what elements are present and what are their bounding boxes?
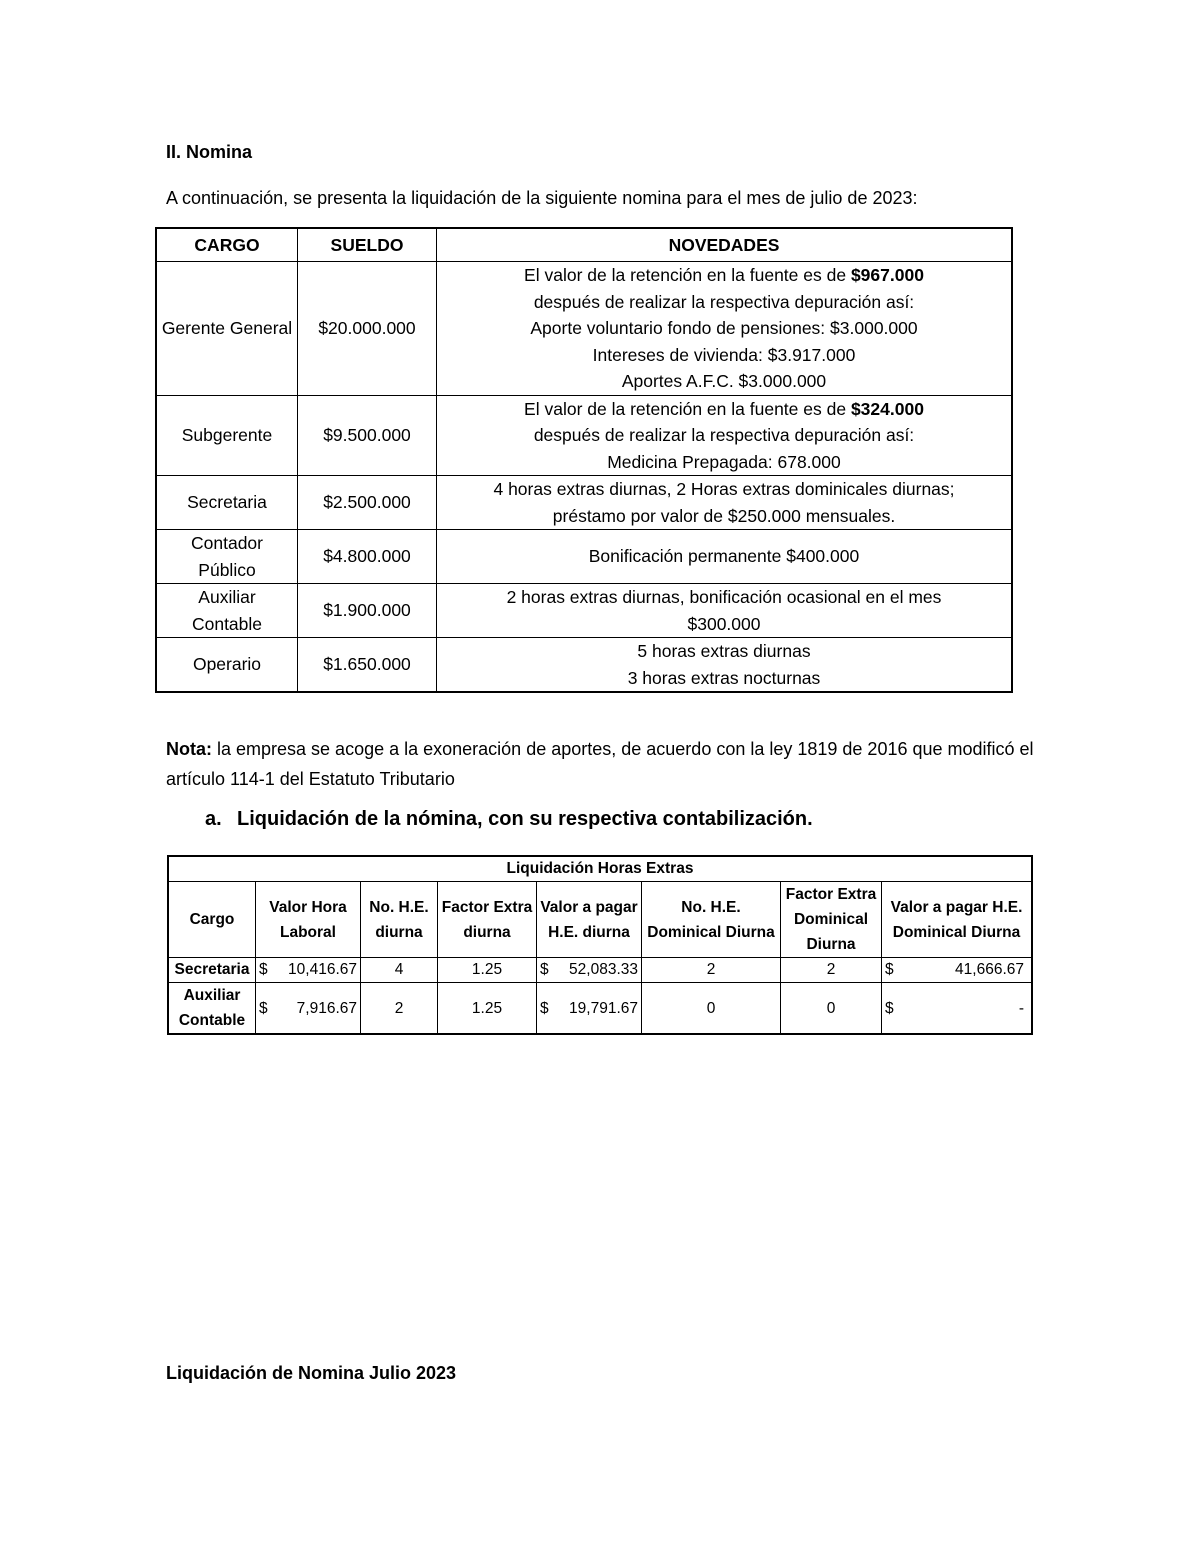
sueldo-cell: $1.650.000	[298, 638, 437, 693]
valor-dominical-cell	[882, 958, 1033, 983]
horas-row	[168, 983, 1032, 1035]
currency-symbol: $	[259, 961, 268, 978]
novedades-cell	[437, 584, 1013, 638]
novedad-line	[441, 368, 1007, 395]
footer-title: Liquidación de Nomina Julio 2023	[166, 1363, 457, 1383]
header-valor-diurna: Valor a pagar H.E. diurna	[537, 882, 642, 958]
nomina-header-row	[156, 228, 1012, 262]
nomina-row	[156, 530, 1012, 584]
factor-diurna-cell: 1.25	[438, 983, 537, 1035]
valor-hora-cell	[256, 958, 361, 983]
novedad-text: 4 horas extras diurnas, 2 Horas extras dominicales diurnas;	[493, 479, 955, 499]
amount-value: 52,083.33	[569, 961, 638, 978]
horas-row	[168, 958, 1032, 983]
nomina-row	[156, 262, 1012, 396]
valor-dominical-cell	[882, 983, 1033, 1035]
cargo-cell: Gerente General	[156, 262, 298, 396]
novedad-text: 3 horas extras nocturnas	[627, 667, 821, 688]
cargo-cell: Auxiliar Contable	[156, 584, 298, 638]
horas-title-row	[168, 856, 1032, 882]
section-title: II. Nomina	[166, 142, 253, 162]
cargo-cell: Secretaria	[156, 476, 298, 530]
novedad-text: 2 horas extras diurnas, bonificación ocasional en el mes	[506, 587, 942, 607]
currency-symbol: $	[885, 999, 894, 1017]
factor-diurna-cell: 1.25	[438, 958, 537, 983]
currency-symbol: $	[885, 961, 894, 978]
nota-text: la empresa se acoge a la exoneración de aportes, de acuerdo con la ley 1819 de 2016 que modificó el artículo 114-1 del Estatuto Tributario	[166, 739, 1034, 789]
novedades-cell	[437, 530, 1013, 584]
novedad-line	[441, 665, 1007, 692]
novedad-text: después de realizar la respectiva depuración así:	[533, 425, 915, 445]
novedad-line	[441, 396, 1007, 423]
sueldo-cell: $20.000.000	[298, 262, 437, 396]
factor-dominical-cell: 0	[781, 983, 882, 1035]
valor-hora-cell	[256, 983, 361, 1035]
novedad-line	[441, 503, 1007, 530]
no-he-dominical-cell: 2	[642, 958, 781, 983]
cargo-cell: Secretaria	[168, 958, 256, 983]
header-cargo: CARGO	[156, 228, 298, 262]
currency-symbol: $	[540, 999, 549, 1017]
novedad-text: 5 horas extras diurnas	[637, 641, 811, 661]
sueldo-cell: $1.900.000	[298, 584, 437, 638]
header-novedades: NOVEDADES	[437, 228, 1013, 262]
novedad-line	[441, 262, 1007, 289]
nomina-row	[156, 638, 1012, 693]
novedad-text: después de realizar la respectiva depuración así:	[533, 291, 915, 312]
novedad-line	[441, 543, 1007, 570]
header-factor-dominical: Factor Extra Dominical Diurna	[781, 882, 882, 958]
cargo-cell: Contador Público	[156, 530, 298, 584]
novedad-text: Medicina Prepagada: 678.000	[607, 451, 841, 472]
no-he-dominical-cell: 0	[642, 983, 781, 1035]
novedad-line	[441, 638, 1007, 665]
novedad-line	[441, 289, 1007, 316]
horas-extras-table	[167, 855, 1033, 1035]
subheading-letter: a.	[205, 808, 222, 830]
subheading	[205, 808, 813, 831]
nota-paragraph	[166, 734, 1046, 794]
horas-table-title: Liquidación Horas Extras	[168, 856, 1032, 882]
novedad-text: El valor de la retención en la fuente es de	[524, 398, 851, 419]
header-cargo: Cargo	[168, 882, 256, 958]
factor-dominical-cell: 2	[781, 958, 882, 983]
novedad-text: Aportes A.F.C. $3.000.000	[621, 371, 827, 391]
no-he-diurna-cell: 2	[361, 983, 438, 1035]
nota-label: Nota:	[166, 739, 212, 759]
novedades-cell	[437, 395, 1013, 476]
sueldo-cell: $4.800.000	[298, 530, 437, 584]
nomina-table	[155, 227, 1013, 693]
novedad-text: El valor de la retención en la fuente es de	[524, 265, 851, 285]
sueldo-cell: $2.500.000	[298, 476, 437, 530]
cargo-cell: Auxiliar Contable	[168, 983, 256, 1035]
cargo-cell: Operario	[156, 638, 298, 693]
novedad-amount: $324.000	[850, 398, 924, 419]
novedad-text: préstamo por valor de $250.000 mensuales.	[552, 505, 896, 526]
novedad-amount: $967.000	[850, 265, 924, 285]
nomina-row	[156, 476, 1012, 530]
header-no-he-dominical: No. H.E. Dominical Diurna	[642, 882, 781, 958]
header-sueldo: SUELDO	[298, 228, 437, 262]
novedad-line	[441, 476, 1007, 503]
subheading-text: Liquidación de la nómina, con su respectiva contabilización.	[237, 808, 813, 830]
header-valor-hora: Valor Hora Laboral	[256, 882, 361, 958]
nomina-row	[156, 395, 1012, 476]
currency-symbol: $	[259, 999, 268, 1017]
intro-text: A continuación, se presenta la liquidación de la siguiente nomina para el mes de julio de 2023:	[166, 188, 918, 208]
currency-symbol: $	[540, 961, 549, 978]
sueldo-cell: $9.500.000	[298, 395, 437, 476]
novedad-line	[441, 611, 1007, 638]
amount-value: 7,916.67	[296, 999, 357, 1017]
header-valor-dominical: Valor a pagar H.E. Dominical Diurna	[882, 882, 1033, 958]
amount-value: -	[1018, 999, 1024, 1017]
horas-header-row	[168, 882, 1032, 958]
no-he-diurna-cell: 4	[361, 958, 438, 983]
novedades-cell	[437, 638, 1013, 693]
novedad-text: Aporte voluntario fondo de pensiones: $3.000.000	[530, 318, 918, 338]
amount-value: 10,416.67	[288, 961, 357, 978]
novedad-text: $300.000	[687, 613, 761, 634]
amount-value: 41,666.67	[955, 961, 1024, 978]
novedad-line	[441, 342, 1007, 369]
amount-value: 19,791.67	[569, 999, 638, 1017]
header-no-he-diurna: No. H.E. diurna	[361, 882, 438, 958]
header-factor-diurna: Factor Extra diurna	[438, 882, 537, 958]
novedad-line	[441, 449, 1007, 476]
valor-diurna-cell	[537, 983, 642, 1035]
novedad-text: Intereses de vivienda: $3.917.000	[592, 344, 856, 365]
novedad-line	[441, 315, 1007, 342]
nomina-row	[156, 584, 1012, 638]
cargo-cell: Subgerente	[156, 395, 298, 476]
novedades-cell	[437, 476, 1013, 530]
novedad-line	[441, 422, 1007, 449]
novedades-cell	[437, 262, 1013, 396]
novedad-text: Bonificación permanente $400.000	[588, 546, 860, 567]
novedad-line	[441, 584, 1007, 611]
valor-diurna-cell	[537, 958, 642, 983]
